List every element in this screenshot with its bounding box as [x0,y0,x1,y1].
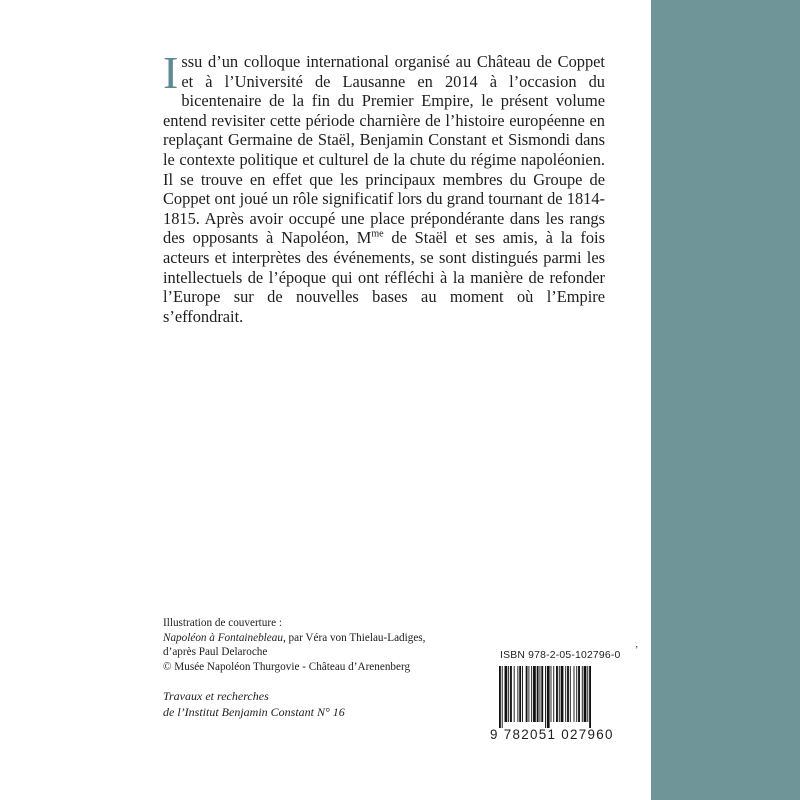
barcode-bar [533,666,536,722]
barcode-bar [508,666,509,722]
barcode-bar [517,666,518,722]
credits-work-title: Napoléon à Fontainebleau [163,631,283,644]
barcode-bar [570,666,571,722]
barcode-bar [578,666,580,722]
barcode-bar [514,666,515,722]
barcode-bar [522,666,523,722]
barcode-bar [539,666,540,722]
barcode-bar [556,666,558,722]
ean-digits: 9 782051 027960 [490,727,614,742]
blurb-paragraph [163,47,605,326]
credits-after: d’après Paul Delaroche [163,646,268,659]
barcode-bar [576,666,577,722]
series-line-2: de l’Institut Benjamin Constant N° 16 [163,705,345,720]
barcode-bar [505,666,508,722]
barcode-bar [551,666,552,722]
drop-cap: I [163,47,179,98]
barcode-bar [567,666,569,722]
barcode-bar [547,666,550,728]
barcode-bar [589,666,591,728]
blurb-text-part2: de Staël et ses amis, à la fois acteurs et interprètes des événements, se sont distingués parmi les intellectuels de l’époque qui ont réfléchi à la manière de refonder l’Europe sur de nouvelles bases au moment où l’Empire s’effondrait. [163,228,605,326]
barcode-bar [510,666,512,722]
barcode-bar [584,666,587,722]
barcode-bar [582,666,583,722]
barcode-bar [528,666,529,722]
barcode-bar [499,666,501,728]
isbn-barcode-block [488,650,636,742]
barcode-image [498,666,626,728]
cover-illustration-credits [163,616,493,674]
credits-copyright: © Musée Napoléon Thurgovie - Château d’Arenenberg [163,660,411,673]
barcode-bar [526,666,528,722]
barcode-bar [559,666,560,722]
barcode-bar [561,666,564,722]
teal-side-band [651,0,800,800]
barcode-bar [519,666,521,722]
barcode-bar [537,666,539,722]
cover-blurb [163,47,605,326]
credits-work-by: , par Véra von Thielau-Ladiges, [282,631,426,644]
barcode-bar [531,666,532,722]
credits-heading: Illustration de couverture : [163,617,282,629]
credits-work-line [163,631,493,646]
blurb-text-part1: ssu d’un colloque international organisé au Château de Coppet et à l’Université de Lausanne en 2014 à l’occasion du bicentenaire de la fin du Premier Empire, le présent volume entend revisiter cette période charnière de l’histoire européenne en replaçant Germaine de Staël, Benjamin Constant et Sismondi dans le contexte politique et culturel de la chute du régime napoléonien. Il se trouve en effet que les principaux membres du Groupe de Coppet ont joué un rôle significatif lors du grand tournant de 1814-1815. Après avoir occupé une place prépondérante dans les rangs des opposants à Napoléon, M [163,52,605,248]
barcode-bar [565,666,566,722]
barcode-bar [545,666,546,728]
series-line-1: Travaux et recherches [163,689,269,703]
barcode-bar [553,666,554,722]
blurb-superscript: me [371,228,384,240]
series-info [163,688,493,720]
barcode-bar [574,666,575,722]
barcode-bar [587,666,588,722]
isbn-label: ISBN 978-2-05-102796-0 [500,650,621,661]
barcode-bar [502,666,503,728]
barcode-bar [541,666,543,722]
edge-mark: ’ [635,645,639,656]
